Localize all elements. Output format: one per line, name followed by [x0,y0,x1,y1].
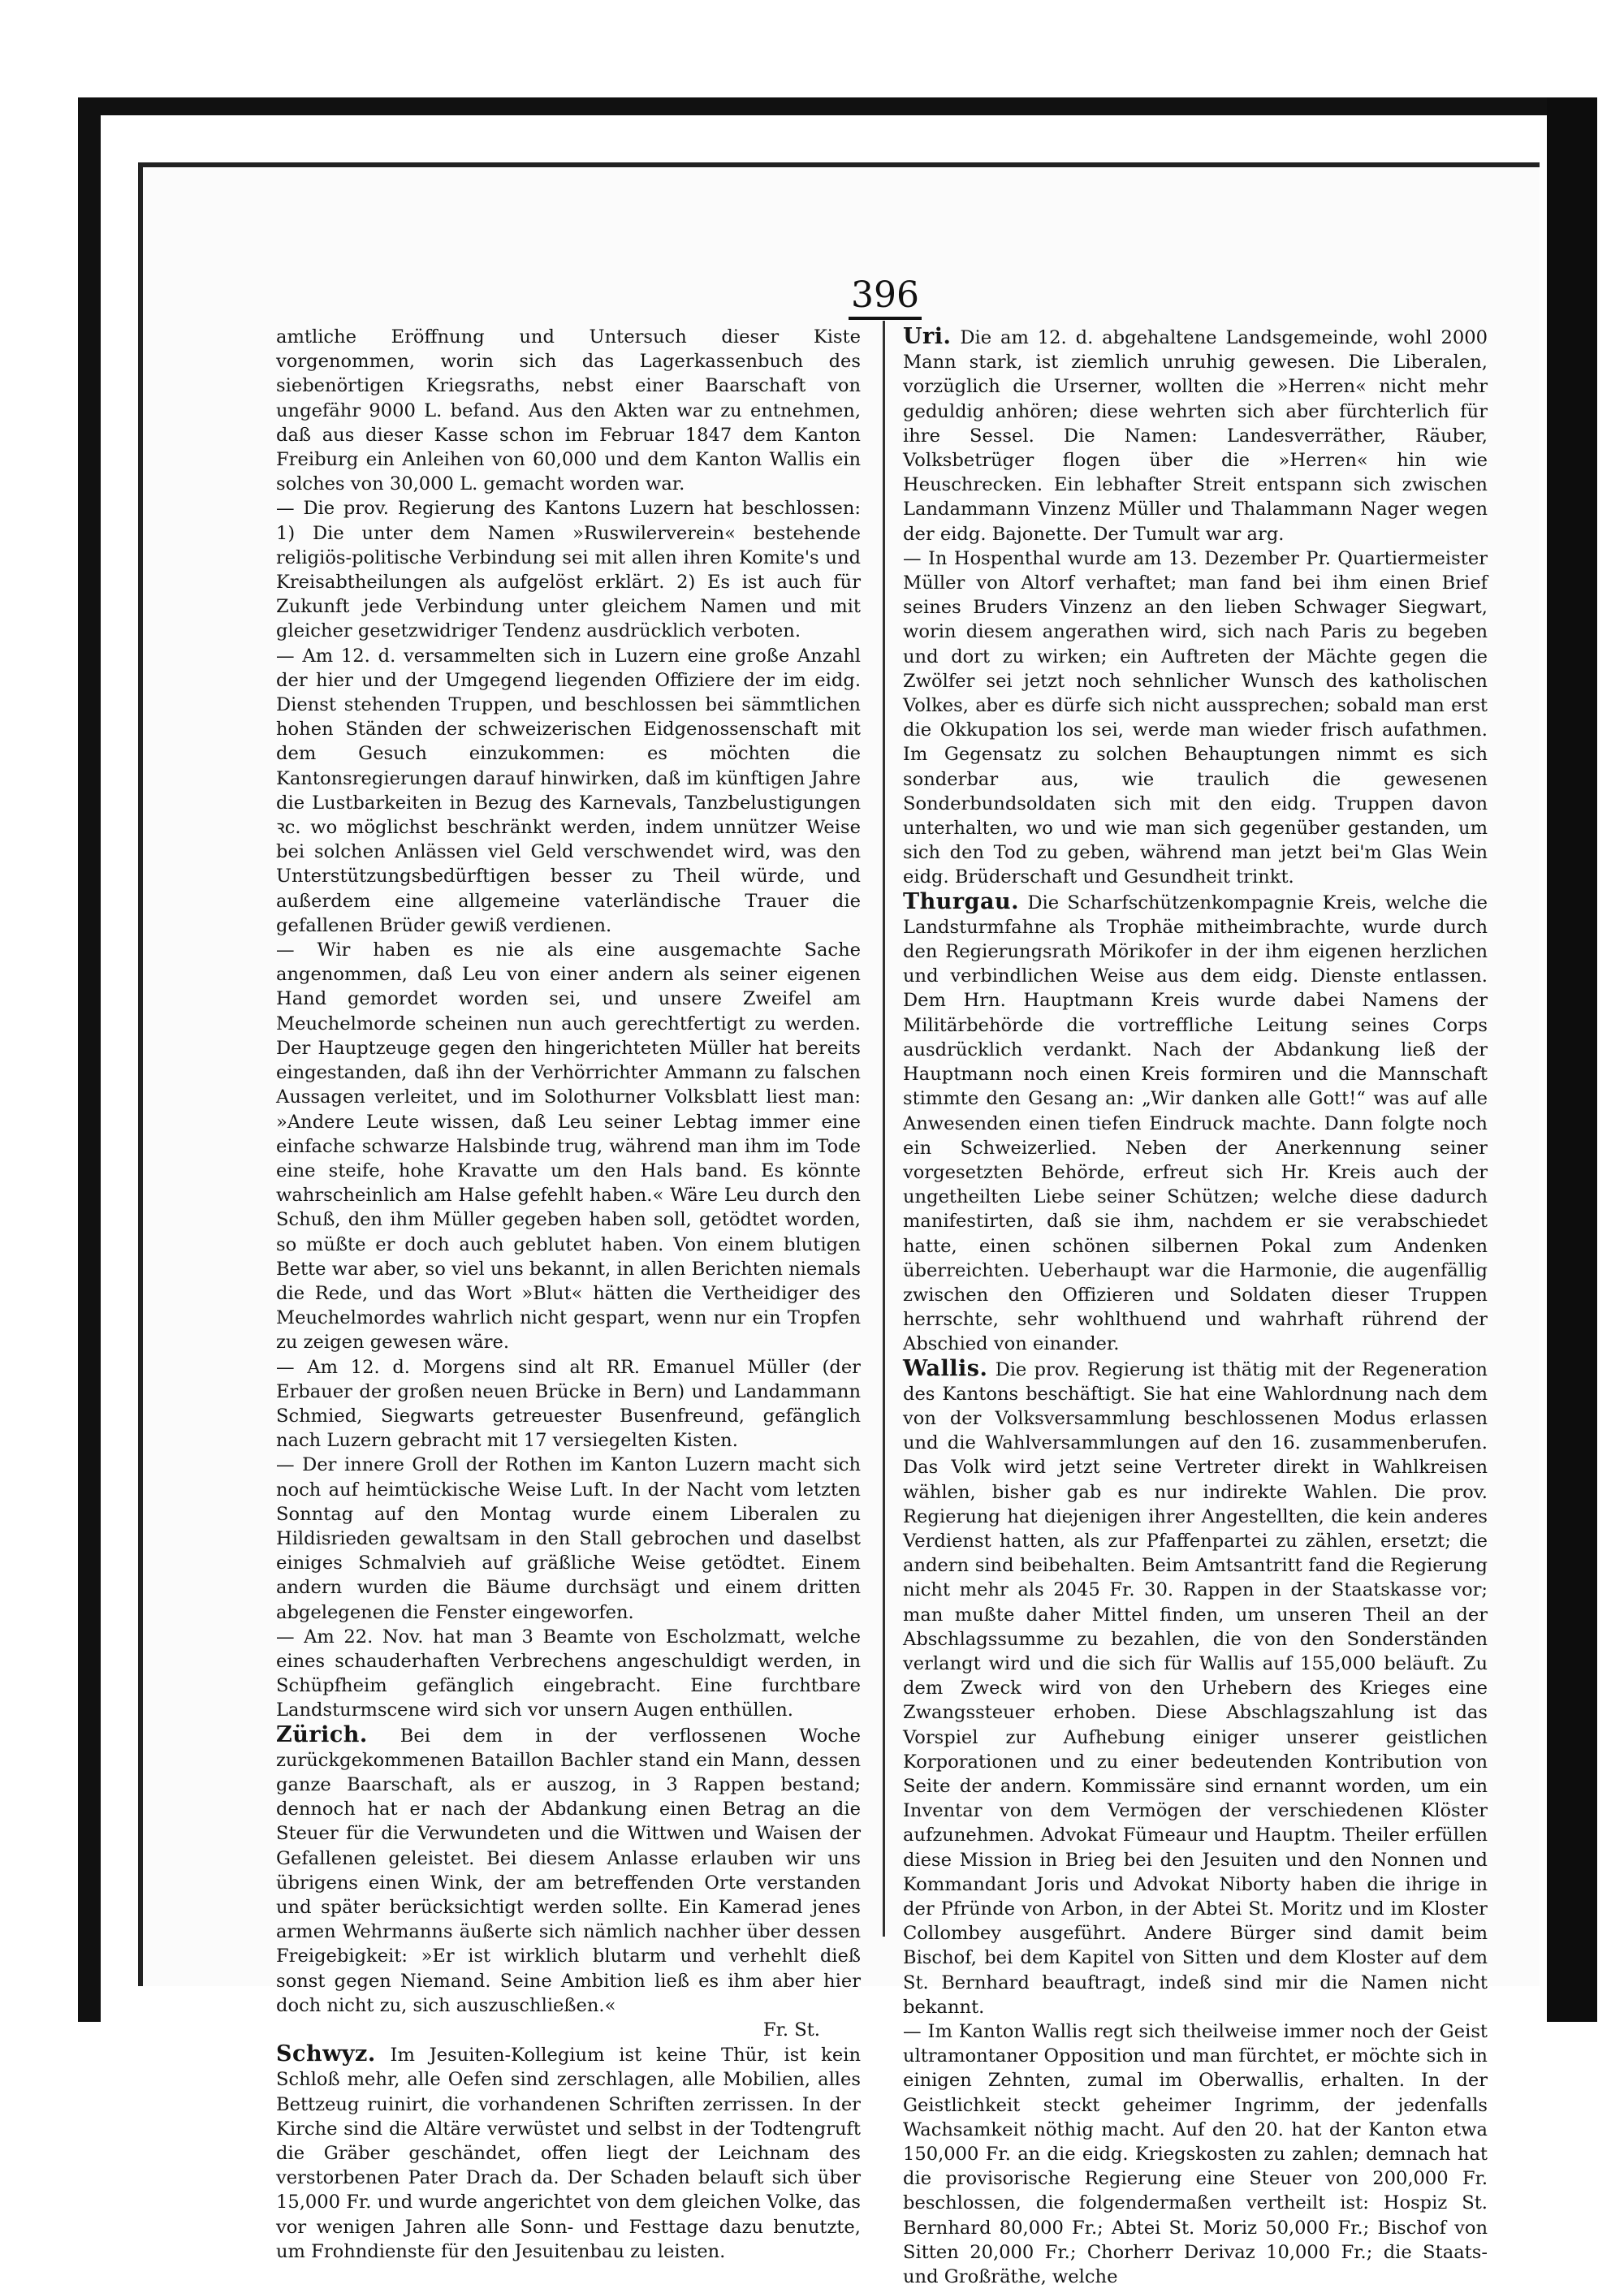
article-paragraph [276,1453,861,1624]
section-heading: Schwyz. [276,2041,376,2067]
article-paragraph [903,546,1488,890]
article-paragraph [276,496,861,643]
scan-border-left [78,97,101,2022]
article-paragraph [903,1357,1488,2019]
article-paragraph [276,1625,861,1723]
article-paragraph [276,325,861,496]
column-divider [883,321,885,1937]
article-paragraph [276,938,861,1354]
paragraph-text: — Am 12. d. Morgens sind alt RR. Emanuel Müller (der Erbauer der großen neuen Brücke in Bern) und Landammann Schmied, Siegwarts getreuester Busenfreund, gefänglich nach Luzern gebracht mit 17 versiegelten Kisten. [276,1356,861,1452]
paragraph-text: — In Hospenthal wurde am 13. Dezember Pr. Quartiermeister Müller von Altorf verhaftet; man fand bei ihm einen Brief seines Bruders Vinzenz an den lieben Schwager Siegwart, worin diesem angerathen wird, sich nach Paris zu begeben und dort zu wirken; ein Auftreten der Mächte gegen die Zwölfer sei jetzt noch sehnlicher Wunsch des katholischen Volkes, aber es dürfe sich nicht aussprechen; sobald man erst die Okkupation los sei, werde man wieder frisch aufathmen. Im Gegensatz zu solchen Behauptungen nimmt es sich sonderbar aus, wie traulich die gewesenen Sonderbundsoldaten sich mit den eidg. Truppen davon unterhalten, wo und wie man sich gegenüber gestanden, um sich den Tod zu geben, während man jetzt bei'm Glas Wein eidg. Brüderschaft und Gesundheit trinkt. [903,547,1488,888]
paragraph-text: Im Jesuiten-Kollegium ist keine Thür, ist kein Schloß mehr, alle Oefen sind zerschlagen, alle Mobilien, alles Bettzeug ruinirt, die vorhandenen Schriften zerrissen. In der Kirche sind die Altäre verwüstet und selbst in der Todtengruft die Gräber geschändet, offen liegt der Leichnam des verstorbenen Pater Drach da. Der Schaden belauft sich über 15,000 Fr. und wurde angerichtet von dem gleichen Volke, das vor wenigen Jahren alle Sonn- und Festtage dazu benutzte, um Frohndienste für den Jesuitenbau zu leisten. [276,2045,862,2262]
paragraph-text: Die Scharfschützenkompagnie Kreis, welche die Landsturmfahne als Trophäe mitheimbrachte, wurde durch den Regierungsrath Mörikofer in der ihm eigenen herzlichen und verbindlichen Weise aus dem eidg. Dienste entlassen. Dem Hrn. Hauptmann Kreis wurde dabei Namens der Militärbehörde die vortreffliche Leitung seines Corps ausdrücklich verdankt. Nach der Abdankung ließ der Hauptmann noch einen Kreis formiren und die Mannschaft stimmte den Gesang an: „Wir danken alle Gott!“ was auf alle Anwesenden einen tiefen Eindruck machte. Dann folgte noch ein Schweizerlied. Neben der Anerkennung seiner vorgesetzten Behörde, erfreut sich Hr. Kreis auch der ungetheilten Liebe seiner Schützen; welche diese dadurch manifestirten, daß sie ihm, nachdem er sie verabschiedet hatte, einen schönen silbernen Pokal zum Andenken überreichten. Ueberhaupt war die Harmonie, die augenfällig zwischen den Offizieren und Soldaten dieser Truppen herrschte, sehr wohlthuend und wahrhaft rührend der Abschied von einander. [903,892,1488,1355]
section-heading: Zürich. [276,1721,368,1747]
paragraph-text: — Am 12. d. versammelten sich in Luzern eine große Anzahl der hier und der Umgegend liegenden Offiziere der im eidg. Dienst stehenden Truppen, und beschlossen bei sämmtlichen hohen Ständen der schweizerischen Eidgenossenschaft mit dem Gesuch einzukommen: es möchten die Kantonsregierungen darauf hinwirken, daß im künftigen Jahre die Lustbarkeiten in Bezug des Karnevals, Tanzbelustigungen ꝛc. wo möglichst beschränkt werden, indem unnützer Weise bei solchen Anlässen viel Geld verschwendet wird, was den Unterstützungsbedürftigen besser zu Theil würde, und außerdem eine allgemeine vaterländische Trauer die gefallenen Brüder gewiß verdienen. [276,645,861,936]
article-paragraph [276,2042,861,2264]
article-paragraph [276,644,861,938]
scan-border-right [1547,97,1597,2022]
article-paragraph [903,2019,1488,2289]
section-heading: Wallis. [903,1355,988,1381]
page-number: 396 [849,274,922,320]
paragraph-text: amtliche Eröffnung und Untersuch dieser Kiste vorgenommen, worin sich das Lagerkassenbuch des siebenörtigen Kriegsraths, nebst einer Baarschaft von ungefähr 9000 L. befand. Aus den Akten war zu entnehmen, daß aus dieser Kasse schon im Februar 1847 dem Kanton Freiburg ein Anleihen von 60,000 und dem Kanton Wallis ein solches von 30,000 L. gemacht worden war. [276,326,861,495]
paragraph-text: — Am 22. Nov. hat man 3 Beamte von Escholzmatt, welche eines schauderhaften Verbrechens angeschuldigt werden, in Schüpfheim gefänglich eingebracht. Eine furchtbare Landsturmscene wird sich vor unsern Augen enthüllen. [276,1626,861,1721]
signature: Fr. St. [762,2019,820,2041]
scan-border-top [78,97,1572,115]
section-heading: Thurgau. [903,888,1019,914]
paragraph-text: Die prov. Regierung ist thätig mit der Regeneration des Kantons beschäftigt. Sie hat eine Wahlordnung nach dem von der Volksversammlung beschlossenen Modus erlassen und die Wahlversammlungen auf den 16. zusammenberufen. Das Volk wird jetzt seine Vertreter direkt in Wahlkreisen wählen, bisher gab es nur indirekte Wahlen. Die prov. Regierung hat diejenigen ihrer Angestellten, die kein anderes Verdienst hatten, als zur Pfaffenpartei zu zählen, ersetzt; die andern sind beibehalten. Beim Amtsantritt fand die Regierung nicht mehr als 2045 Fr. 30. Rappen in der Staatskasse vor; man mußte daher Mittel finden, um unseren Theil an der Abschlagssumme zu bezahlen, die von den Sonderständen verlangt wird und die sich für Wallis auf 155,000 beläuft. Zu dem Zweck wird von den Urhebern des Krieges eine Zwangssteuer erhoben. Diese Abschlagszahlung ist das Vorspiel zur Aufhebung einiger unserer geistlichen Korporationen und zu einer bedeutenden Kontribution von Seite der andern. Kommissäre sind ernannt worden, um ein Inventar von dem Vermögen der verschiedenen Klöster aufzunehmen. Advokat Fümeaur und Hauptm. Theiler erfüllen diese Mission in Brieg bei den Jesuiten und den Nonnen und Kommandant Joris und Advokat Niborty haben die ihrige in der Pfründe von Arbon, in der Abtei St. Moritz und im Kloster Collombey ausgeführt. Andere Bürger sind damit beim Bischof, bei dem Kapitel von Sitten und dem Kloster auf dem St. Bernhard beauftragt, indeß sind mir die Namen nicht bekannt. [903,1358,1488,2018]
article-paragraph [276,1355,861,1453]
left-column [276,325,861,2264]
paragraph-text: — Im Kanton Wallis regt sich theilweise immer noch der Geist ultramontaner Opposition und man fürchtet, er möchte sich in einigen Zehnten, zumal im Oberwallis, erhalten. In der Geistlichkeit steckt geheimer Ingrimm, der jedenfalls Wachsamkeit nöthig macht. Auf den 20. hat der Kanton etwa 150,000 Fr. an die eidg. Kriegskosten zu zahlen; demnach hat die provisorische Regierung eine Steuer von 200,000 Fr. beschlossen, die folgendermaßen vertheilt ist: Hospiz St. Bernhard 80,000 Fr.; Abtei St. Moriz 50,000 Fr.; Bischof von Sitten 20,000 Fr.; Chorherr Derivaz 10,000 Fr.; die Staats- und Großräthe, welche [903,2021,1488,2288]
article-paragraph [903,890,1488,1357]
article-paragraph [276,1723,861,2018]
paragraph-text: Bei dem in der verflossenen Woche zurückgekommenen Bataillon Bachler stand ein Mann, dessen ganze Baarschaft, als er auszog, in 3 Rappen bestand; dennoch hat er nach der Abdankung einen Betrag an die Steuer für die Verwundeten und die Wittwen und Waisen der Gefallenen geleistet. Bei diesem Anlasse erlauben wir uns übrigens einen Wink, der am betreffenden Orte verstanden und später berücksichtigt werden sollte. Ein Kamerad jenes armen Wehrmanns äußerte sich nämlich nachher über dessen Freigebigkeit: »Er ist wirklich blutarm und verhehlt dieß sonst gegen Niemand. Seine Ambition ließ es ihm aber hier doch nicht zu, sich auszuschließen.« [276,1725,861,2016]
paragraph-text: Die am 12. d. abgehaltene Landsgemeinde, wohl 2000 Mann stark, ist ziemlich unruhig gewesen. Die Liberalen, vorzüglich die Urserner, wollten die »Herren« nicht mehr geduldig anhören; diese wehrten sich aber fürchterlich für ihre Sessel. Die Namen: Landesverräther, Räuber, Volksbetrüger flogen über die »Herren« hin wie Heuschrecken. Ein lebhafter Streit entspann sich zwischen Landammann Vinzenz Müller und Thalammann Nager wegen der eidg. Bajonette. Der Tumult war arg. [903,327,1488,545]
section-heading: Uri. [903,324,952,349]
article-paragraph [903,325,1488,546]
paragraph-text: — Wir haben es nie als eine ausgemachte Sache angenommen, daß Leu von einer andern als seiner eigenen Hand gemordet worden sei, und unsere Zweifel am Meuchelmorde scheinen nun auch gerechtfertigt zu werden. Der Hauptzeuge gegen den hingerichteten Müller hat bereits eingestanden, daß ihn der Verhörrichter Ammann zu falschen Aussagen verleitet, und im Solothurner Volksblatt liest man: »Andere Leute wissen, daß Leu seiner Lebtag immer eine einfache schwarze Halsbinde trug, während man ihm im Tode eine steife, hohe Kravatte um den Hals band. Es könnte wahrscheinlich am Halse gefehlt haben.« Wäre Leu durch den Schuß, den ihm Müller gegeben haben soll, getödtet worden, so müßte er doch auch geblutet haben. Von einem blutigen Bette war aber, so viel uns bekannt, in allen Berichten niemals die Rede, und das Wort »Blut« hätten die Vertheidiger des Meuchelmordes wahrlich nicht gespart, wenn nur ein Tropfen zu zeigen gewesen wäre. [276,939,861,1354]
right-column [903,325,1488,2289]
paragraph-text: — Die prov. Regierung des Kantons Luzern hat beschlossen: 1) Die unter dem Namen »Ruswilerverein« bestehende religiös-politische Verbindung sei mit allen ihren Komite's und Kreisabtheilungen als aufgelöst erklärt. 2) Es ist auch für Zukunft jede Verbindung unter gleichem Namen und mit gleicher gesetzwidriger Tendenz ausdrücklich verboten. [276,498,861,642]
paragraph-text: — Der innere Groll der Rothen im Kanton Luzern macht sich noch auf heimtückische Weise Luft. In der Nacht vom letzten Sonntag auf den Montag wurde einem Liberalen zu Hildisrieden gewaltsam in den Stall gebrochen und daselbst einiges Schmalvieh auf gräßliche Weise getödtet. Einem andern wurden die Bäume durchsägt und einem dritten abgelegenen die Fenster eingeworfen. [276,1454,861,1623]
